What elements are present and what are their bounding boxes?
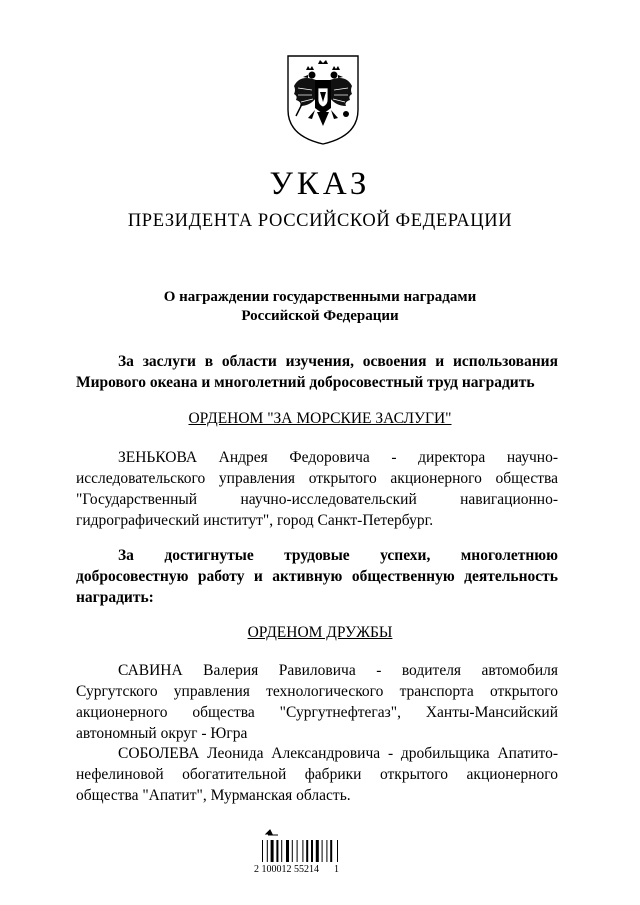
decree-subject [100,288,540,326]
recipient-sobolev: СОБОЛЕВА Леонида Александровича - дробильщика Апатито-нефелиновой обогатительной фабрики открытого акционерного общества "Апатит", Мурманская область. [76,745,558,804]
section2-intro: За достигнутые трудовые успехи, многолетнюю добросовестную работу и активную общественную деятельность наградить: [76,547,558,606]
coat-of-arms-icon [282,52,364,146]
barcode-tail-digit: 1 [334,864,339,875]
section2-award-label: ОРДЕНОМ ДРУЖБЫ [247,624,393,641]
section1-award-title [0,409,640,429]
decree-subtitle: ПРЕЗИДЕНТА РОССИЙСКОЙ ФЕДЕРАЦИИ [127,211,513,231]
decree-subject-line-1: О награждении государственными наградами [163,289,477,305]
section2-award-title [0,623,640,643]
section1-award-label: ОРДЕНОМ "ЗА МОРСКИЕ ЗАСЛУГИ" [188,410,452,427]
decree-title: УКАЗ [269,166,371,202]
decree-subject-line-2: Российской Федерации [241,308,399,324]
recipient-zenkov: ЗЕНЬКОВА Андрея Федоровича - директора научно-исследовательского управления открытого акционерного общества "Государственный научно-исследовательский навигационно-гидрографический институт", город Санкт-Петербург. [76,449,558,529]
section1-intro: За заслуги в области изучения, освоения и использования Мирового океана и многолетний добросовестный труд наградить [76,353,558,391]
recipient-savin: САВИНА Валерия Равиловича - водителя автомобиля Сургутского управления технологического транспорта открытого акционерного общества "Сургутнефтегаз", Ханты-Мансийский автономный округ - Югра [76,662,558,742]
barcode-number: 2 100012 55214 [254,864,319,875]
